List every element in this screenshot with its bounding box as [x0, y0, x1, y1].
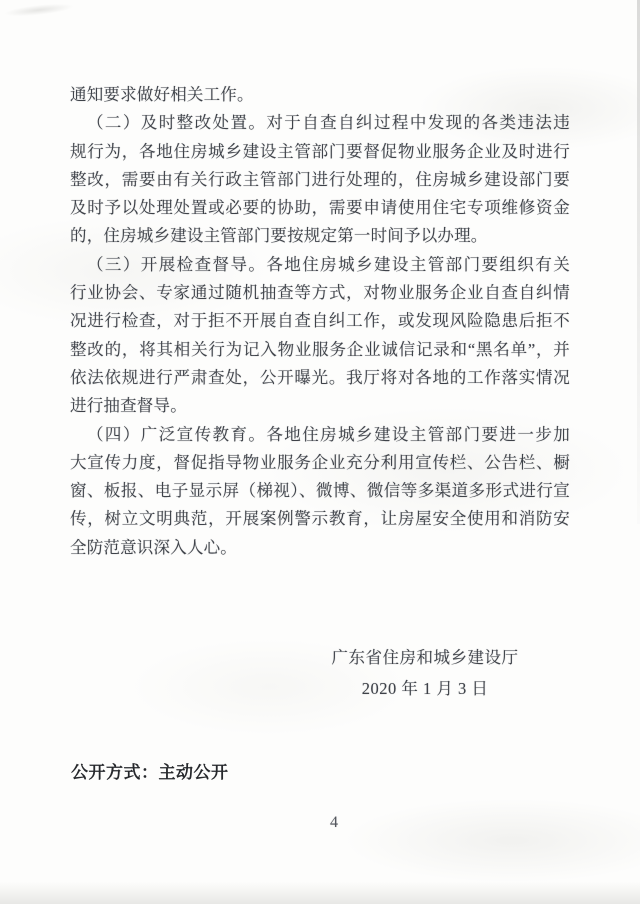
body-line: 依法依规进行严肃查处，公开曝光。我厅将对各地的工作落实情况	[70, 367, 570, 387]
body-line: 大宣传力度，督促指导物业服务企业充分利用宣传栏、公告栏、橱	[70, 452, 570, 472]
body-line: 进行抽查督导。	[70, 396, 187, 416]
page-number: 4	[330, 814, 338, 831]
signature-agency: 广东省住房和城乡建设厅	[331, 648, 519, 667]
body-line: 传，树立文明典范，开展案例警示教育，让房屋安全使用和消防安	[70, 509, 570, 529]
body-line: 行业协会、专家通过随机抽查等方式，对物业服务企业自查自纠情	[70, 283, 570, 303]
body-line: （四）广泛宣传教育。各地住房城乡建设主管部门要进一步加	[87, 424, 570, 444]
body-line: 窗、板报、电子显示屏（梯视）、微博、微信等多渠道多形式进行宣	[70, 481, 570, 501]
body-line: 全防范意识深入人心。	[70, 537, 237, 557]
document-body	[70, 81, 570, 562]
scan-artifact-bottom-shade	[0, 882, 640, 904]
body-line: （三）开展检查督导。各地住房城乡建设主管部门要组织有关	[87, 254, 570, 274]
body-line: 况进行检查，对于拒不开展自查自纠工作，或发现风险隐患后拒不	[70, 311, 570, 331]
signature-block	[315, 642, 535, 704]
body-line: 通知要求做好相关工作。	[70, 85, 254, 104]
body-line: 规行为，各地住房城乡建设主管部门要督促物业服务企业及时进行	[70, 141, 570, 161]
signature-date: 2020 年 1 月 3 日	[361, 679, 489, 698]
body-line: 的，住房城乡建设主管部门要按规定第一时间予以办理。	[70, 226, 488, 246]
body-line: 整改，需要由有关行政主管部门进行处理的，住房城乡建设部门要	[70, 169, 570, 189]
body-line: 整改的，将其相关行为记入物业服务企业诚信记录和“黑名单”，并	[70, 339, 570, 359]
disclosure-method: 公开方式：主动公开	[71, 763, 229, 782]
body-line: 及时予以处理处置或必要的协助，需要申请使用住宅专项维修资金	[70, 198, 570, 218]
scan-artifact-smudge	[4, 1, 75, 18]
body-line: （二）及时整改处置。对于自查自纠过程中发现的各类违法违	[87, 113, 570, 133]
